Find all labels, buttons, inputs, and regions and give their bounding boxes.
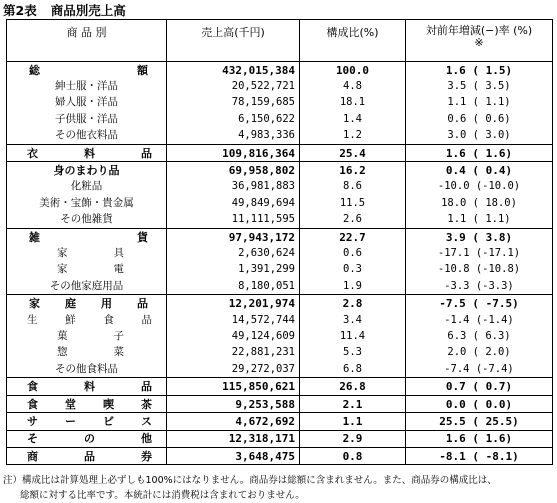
table-row xyxy=(7,212,553,229)
table-row xyxy=(7,295,553,312)
table-row xyxy=(7,361,553,378)
row-sales: 2,630,624 xyxy=(167,245,300,261)
row-ratio: 25.4 xyxy=(300,144,406,161)
row-sales: 29,272,037 xyxy=(167,361,300,378)
row-label: 雑 貨 xyxy=(7,228,167,245)
row-yoy: -3.3 (-3.3) xyxy=(406,278,553,295)
row-ratio: 18.1 xyxy=(300,95,406,111)
row-sales: 69,958,802 xyxy=(167,162,300,179)
row-label: 菓 子 xyxy=(7,328,167,344)
header-sales: 売上高(千円) xyxy=(167,20,300,62)
row-label: 子供服・洋品 xyxy=(7,111,167,127)
row-yoy: -1.4 (-1.4) xyxy=(406,312,553,328)
row-label: 食 堂 喫 茶 xyxy=(7,395,167,412)
row-label: そ の 他 xyxy=(7,430,167,447)
table-row xyxy=(7,95,553,111)
header-yoy xyxy=(406,20,553,62)
row-ratio: 1.2 xyxy=(300,128,406,145)
header-category: 商 品 別 xyxy=(7,20,167,62)
table-row xyxy=(7,395,553,412)
row-label: 美術・宝飾・貴金属 xyxy=(7,195,167,211)
row-label: 身のまわり品 xyxy=(7,162,167,179)
table-row xyxy=(7,413,553,430)
row-sales: 6,150,622 xyxy=(167,111,300,127)
row-yoy: 1.6 ( 1.6) xyxy=(406,430,553,447)
row-yoy: 1.6 ( 1.6) xyxy=(406,144,553,161)
row-yoy: 0.4 ( 0.4) xyxy=(406,162,553,179)
row-yoy: 3.0 ( 3.0) xyxy=(406,128,553,145)
table-row xyxy=(7,430,553,447)
row-label: 生 鮮 食 品 xyxy=(7,312,167,328)
table-row xyxy=(7,447,553,464)
row-ratio: 1.4 xyxy=(300,111,406,127)
footnote-line-2: 総額に対する比率です。本統計には消費税は含まれておりません。 xyxy=(20,490,305,501)
row-yoy: 18.0 ( 18.0) xyxy=(406,195,553,211)
table-row xyxy=(7,128,553,145)
header-yoy-mark: ※ xyxy=(474,36,484,49)
row-label: 紳士服・洋品 xyxy=(7,78,167,94)
table-row xyxy=(7,195,553,211)
row-yoy: 3.5 ( 3.5) xyxy=(406,78,553,94)
row-label: その他家庭用品 xyxy=(7,278,167,295)
table-row xyxy=(7,144,553,161)
row-sales: 109,816,364 xyxy=(167,144,300,161)
row-ratio: 11.4 xyxy=(300,328,406,344)
row-label: その他衣料品 xyxy=(7,128,167,145)
table-header-row xyxy=(7,20,553,62)
row-sales: 8,180,051 xyxy=(167,278,300,295)
row-ratio: 8.6 xyxy=(300,179,406,195)
row-yoy: 0.6 ( 0.6) xyxy=(406,111,553,127)
row-yoy: -10.8 (-10.8) xyxy=(406,262,553,278)
row-label: 婦人服・洋品 xyxy=(7,95,167,111)
row-ratio: 2.8 xyxy=(300,295,406,312)
row-yoy: 1.1 ( 1.1) xyxy=(406,95,553,111)
row-sales: 22,881,231 xyxy=(167,345,300,361)
row-sales: 12,318,171 xyxy=(167,430,300,447)
row-yoy: 0.0 ( 0.0) xyxy=(406,395,553,412)
row-sales: 49,124,609 xyxy=(167,328,300,344)
row-yoy: 1.6 ( 1.5) xyxy=(406,62,553,79)
row-yoy: -17.1 (-17.1) xyxy=(406,245,553,261)
row-sales: 3,648,475 xyxy=(167,447,300,464)
row-label: 惣 菜 xyxy=(7,345,167,361)
row-yoy: 3.9 ( 3.8) xyxy=(406,228,553,245)
table-row xyxy=(7,378,553,395)
table-row xyxy=(7,278,553,295)
row-ratio: 2.6 xyxy=(300,212,406,229)
row-sales: 49,849,694 xyxy=(167,195,300,211)
row-label: 化粧品 xyxy=(7,179,167,195)
header-ratio: 構成比(%) xyxy=(300,20,406,62)
table-row xyxy=(7,78,553,94)
row-yoy: 25.5 ( 25.5) xyxy=(406,413,553,430)
row-sales: 20,522,721 xyxy=(167,78,300,94)
row-sales: 115,850,621 xyxy=(167,378,300,395)
table-row xyxy=(7,312,553,328)
row-yoy: 1.1 ( 1.1) xyxy=(406,212,553,229)
row-ratio: 6.8 xyxy=(300,361,406,378)
table-title xyxy=(3,1,126,19)
table-row xyxy=(7,345,553,361)
row-sales: 97,943,172 xyxy=(167,228,300,245)
row-label: 商 品 券 xyxy=(7,447,167,464)
row-yoy: -7.5 ( -7.5) xyxy=(406,295,553,312)
header-yoy-label: 対前年増減(−)率 (%) xyxy=(425,24,533,37)
row-ratio: 2.9 xyxy=(300,430,406,447)
row-ratio: 1.9 xyxy=(300,278,406,295)
row-sales: 1,391,299 xyxy=(167,262,300,278)
row-yoy: 6.3 ( 6.3) xyxy=(406,328,553,344)
table-name: 商品別売上高 xyxy=(50,3,126,18)
table-row xyxy=(7,162,553,179)
row-label: 家 庭 用 品 xyxy=(7,295,167,312)
row-sales: 78,159,685 xyxy=(167,95,300,111)
table-row xyxy=(7,245,553,261)
row-sales: 36,981,883 xyxy=(167,179,300,195)
row-sales: 12,201,974 xyxy=(167,295,300,312)
row-ratio: 22.7 xyxy=(300,228,406,245)
row-ratio: 0.3 xyxy=(300,262,406,278)
row-label: 衣 料 品 xyxy=(7,144,167,161)
row-ratio: 3.4 xyxy=(300,312,406,328)
row-ratio: 16.2 xyxy=(300,162,406,179)
row-ratio: 11.5 xyxy=(300,195,406,211)
table-row xyxy=(7,262,553,278)
row-ratio: 0.8 xyxy=(300,447,406,464)
row-ratio: 1.1 xyxy=(300,413,406,430)
row-ratio: 5.3 xyxy=(300,345,406,361)
sales-by-product-table xyxy=(6,19,553,465)
row-ratio: 100.0 xyxy=(300,62,406,79)
row-label: 家 電 xyxy=(7,262,167,278)
row-yoy: -8.1 ( -8.1) xyxy=(406,447,553,464)
row-yoy: -7.4 (-7.4) xyxy=(406,361,553,378)
row-ratio: 26.8 xyxy=(300,378,406,395)
table-number: 第2表 xyxy=(3,3,37,18)
row-ratio: 2.1 xyxy=(300,395,406,412)
row-sales: 9,253,588 xyxy=(167,395,300,412)
row-sales: 14,572,744 xyxy=(167,312,300,328)
row-label: その他食料品 xyxy=(7,361,167,378)
row-yoy: -10.0 (-10.0) xyxy=(406,179,553,195)
table-row xyxy=(7,62,553,79)
row-yoy: 2.0 ( 2.0) xyxy=(406,345,553,361)
row-label: その他雑貨 xyxy=(7,212,167,229)
row-sales: 4,672,692 xyxy=(167,413,300,430)
table-row xyxy=(7,228,553,245)
row-sales: 432,015,384 xyxy=(167,62,300,79)
row-label: サ ー ビ ス xyxy=(7,413,167,430)
row-yoy: 0.7 ( 0.7) xyxy=(406,378,553,395)
table-row xyxy=(7,179,553,195)
row-sales: 4,983,336 xyxy=(167,128,300,145)
row-ratio: 0.6 xyxy=(300,245,406,261)
table-row xyxy=(7,111,553,127)
row-sales: 11,111,595 xyxy=(167,212,300,229)
row-label: 食 料 品 xyxy=(7,378,167,395)
row-label: 総 額 xyxy=(7,62,167,79)
row-label: 家 具 xyxy=(7,245,167,261)
row-ratio: 4.8 xyxy=(300,78,406,94)
table-row xyxy=(7,328,553,344)
footnote-line-1: 注）構成比は計算処理上必ずしも100%にはなりません。商品券は総額に含まれません。また、商品券の構成比は、 xyxy=(3,475,497,486)
